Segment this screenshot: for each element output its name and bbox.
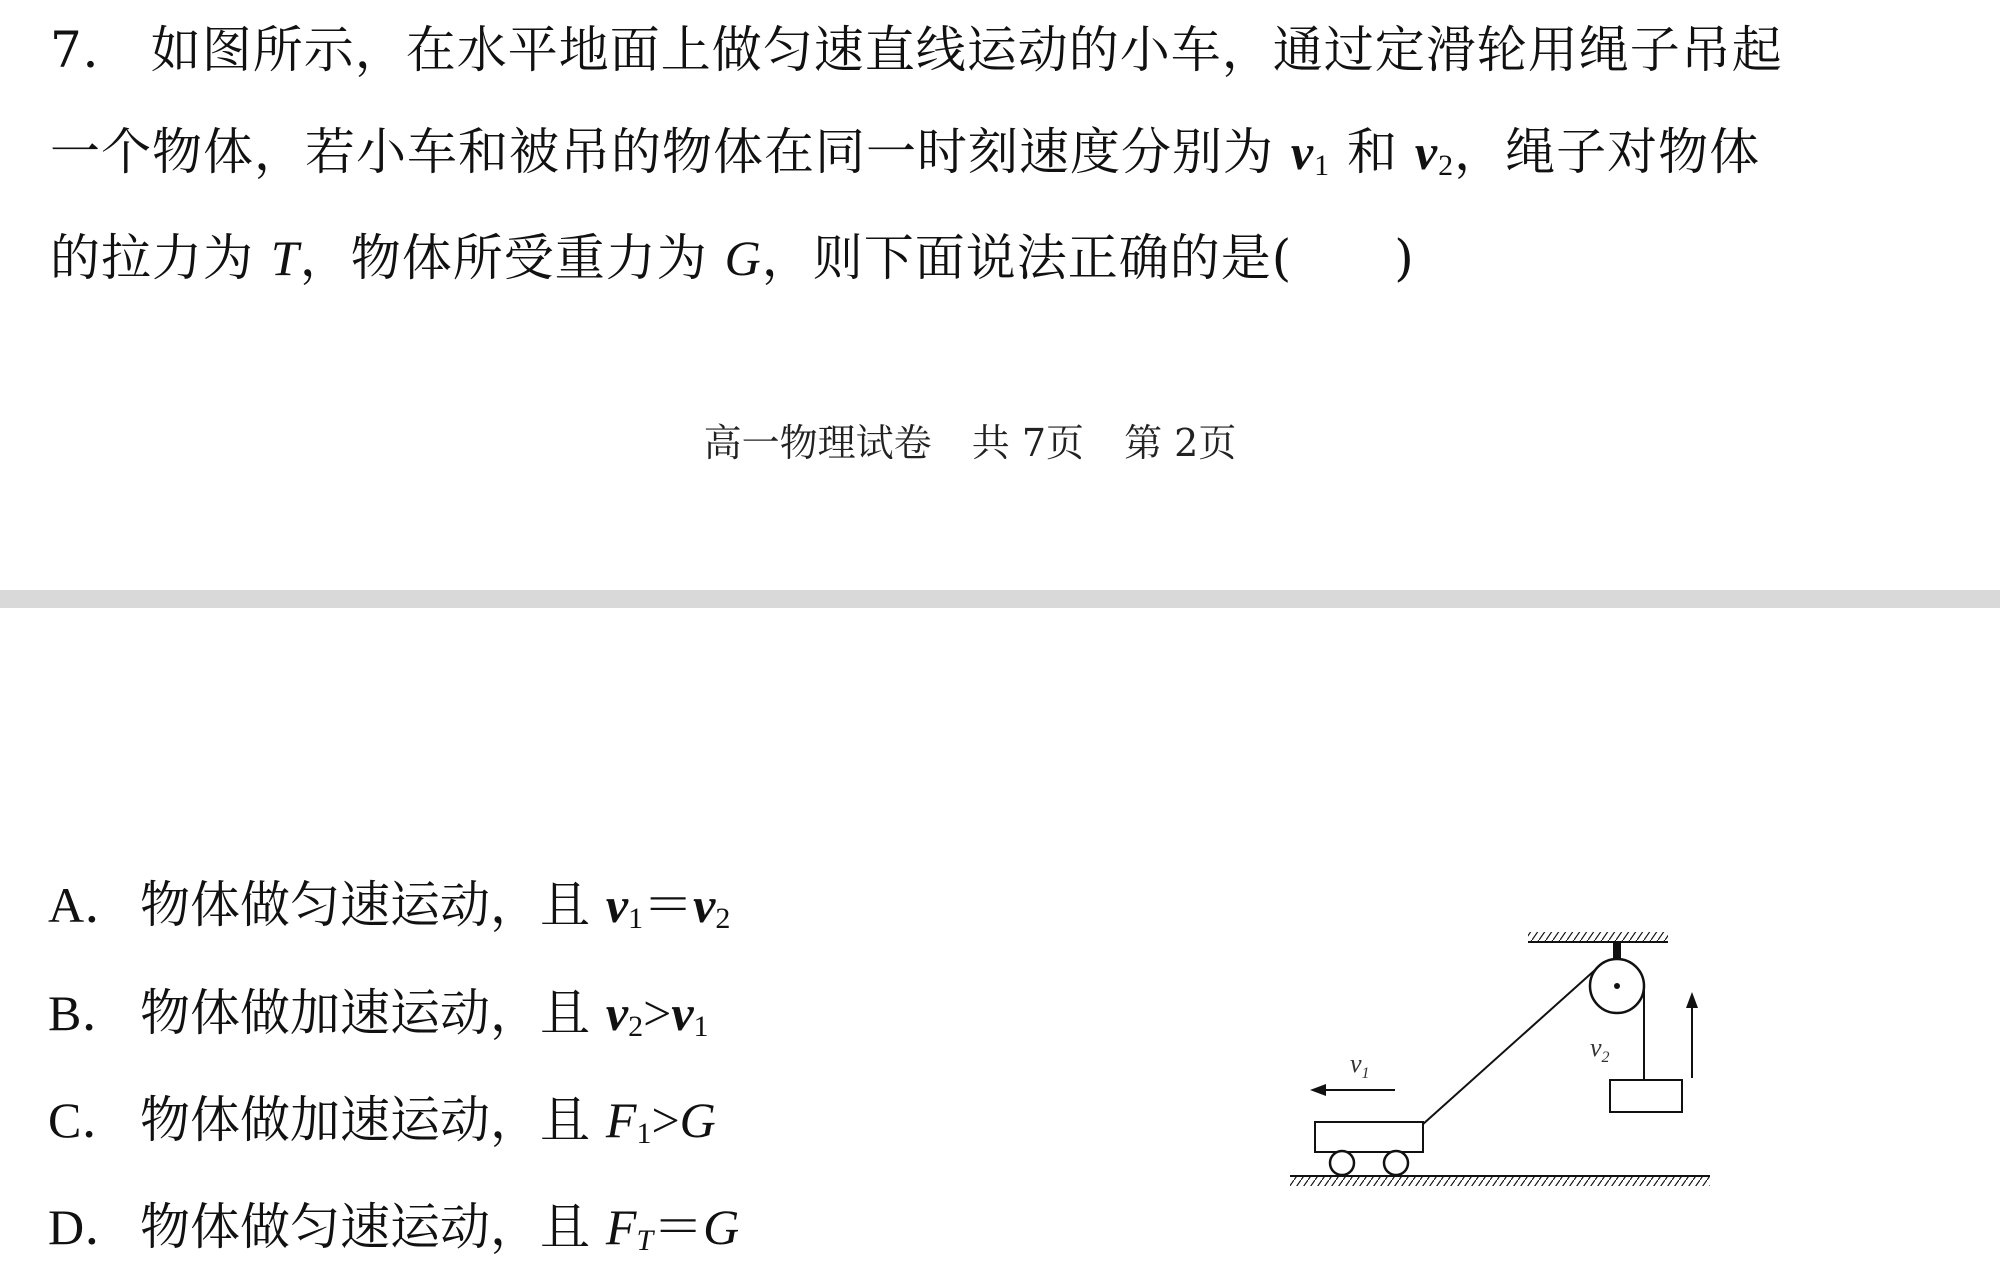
option-c-formula: $F_1>G$ [605, 1092, 716, 1150]
question-line-2 [50, 122, 1760, 196]
option-c[interactable] [48, 1090, 716, 1164]
var-T: T [270, 230, 300, 286]
option-d[interactable] [48, 1197, 739, 1271]
var-G: G [724, 230, 762, 286]
pulley-cart-diagram [1280, 920, 1740, 1200]
v1-arrow-head [1310, 1084, 1326, 1096]
question-line-1 [50, 20, 1783, 80]
question-line-3 [50, 228, 1415, 288]
option-c-text: 物体做加速运动，且 [140, 1091, 590, 1149]
question-text-2b: ，绳子对物体 [1454, 123, 1761, 181]
option-a-formula: $v_1=v_2$ [605, 877, 731, 935]
option-a-letter: A． [48, 877, 135, 933]
var-v2: $v_2$ [1414, 124, 1455, 182]
hanging-block [1610, 1080, 1682, 1112]
cart-wheel-left [1330, 1151, 1354, 1175]
option-c-letter: C． [48, 1092, 132, 1148]
page-footer [0, 420, 1940, 466]
page-separator [0, 590, 2000, 608]
ground-hatch [1290, 1176, 1710, 1186]
cart-body [1315, 1122, 1423, 1152]
question-text-3a: 的拉力为 [50, 229, 254, 287]
v1-label: $v_1$ [1350, 1049, 1370, 1082]
option-a[interactable] [48, 875, 730, 949]
question-text-3b: ，物体所受重力为 [299, 229, 708, 287]
option-d-letter: D． [48, 1199, 135, 1255]
question-text-1: 如图所示，在水平地面上做匀速直线运动的小车，通过定滑轮用绳子吊起 [150, 21, 1783, 79]
question-number: 7． [50, 21, 134, 79]
option-d-formula: FT＝G [605, 1199, 740, 1257]
v2-label: $v_2$ [1590, 1033, 1610, 1066]
question-text-3c: ，则下面说法正确的是( ) [761, 229, 1415, 287]
cart-wheel-right [1384, 1151, 1408, 1175]
option-b-letter: B． [48, 985, 132, 1041]
question-text-and: 和 [1347, 123, 1399, 181]
footer-exam-title: 高一物理试卷 [703, 421, 932, 465]
question-text-2a: 一个物体，若小车和被吊的物体在同一时刻速度分别为 [50, 123, 1274, 181]
option-b-text: 物体做加速运动，且 [140, 984, 590, 1042]
page-upper [0, 0, 2000, 590]
rope-to-cart [1422, 970, 1595, 1125]
option-b[interactable] [48, 983, 709, 1057]
option-d-text: 物体做匀速运动，且 [140, 1198, 590, 1256]
option-a-text: 物体做匀速运动，且 [140, 876, 590, 934]
footer-total-pages: 共 7页 [971, 421, 1084, 465]
ceiling-hatch [1528, 932, 1668, 942]
v2-arrow-head [1686, 992, 1698, 1008]
pulley-axle [1614, 983, 1620, 989]
var-v1: $v_1$ [1290, 124, 1331, 182]
footer-page-number: 第 2页 [1124, 421, 1237, 465]
option-b-formula: $v_2>v_1$ [605, 985, 709, 1043]
